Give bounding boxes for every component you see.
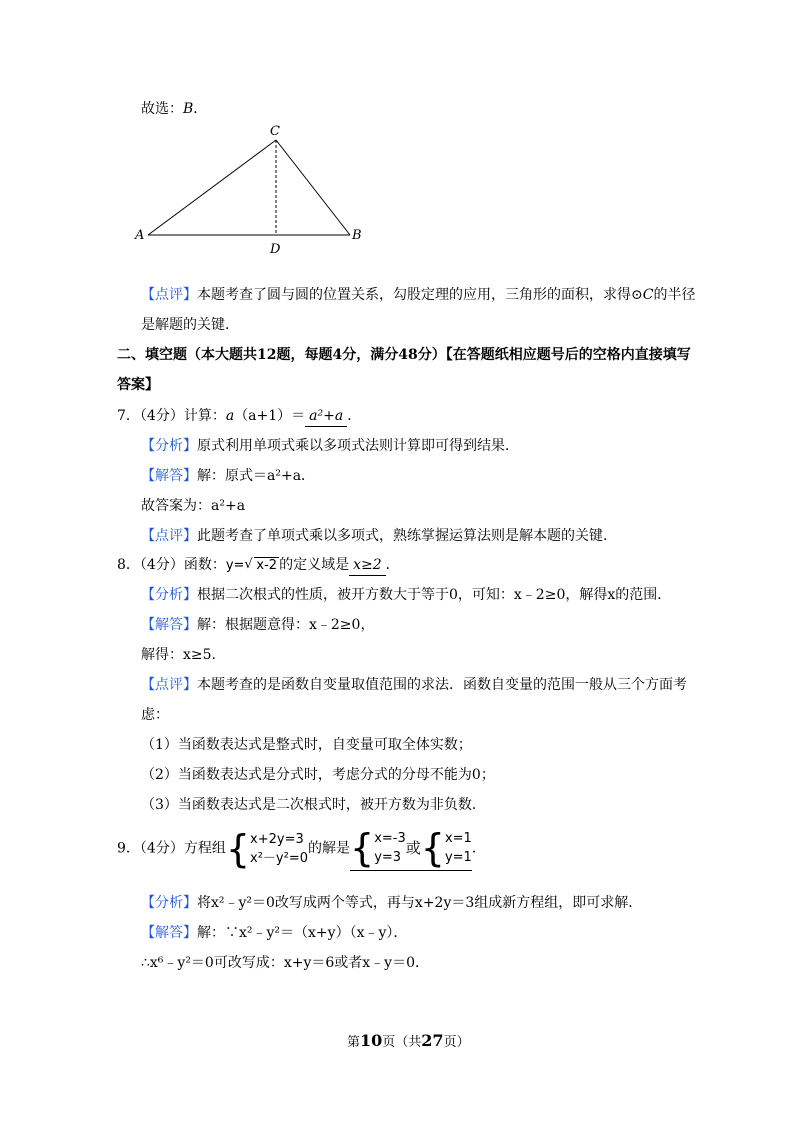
q9-solution: 【解答】解：∵x²﹣y²＝（x+y）（x﹣y）． (141, 925, 408, 941)
q8-solution2: 解得：x≥5． (141, 647, 226, 663)
q8-answer: x≥2 (349, 555, 386, 576)
section-heading: 二、填空题（本大题共12题，每题4分，满分48分）【在答题纸相应题号后的空格内直接填写 (117, 347, 691, 363)
page-number: 10 (360, 1031, 383, 1050)
q9-solution2: ∴x⁶﹣y²＝0可改写成：x+y＝6或者x﹣y＝0． (141, 955, 429, 971)
q9-question: 9．（4分）方程组{x+2y=3 x²－y²=0的解是{x=-3 y=3或{x=1 y=1． (117, 826, 486, 871)
review-prev: 【点评】本题考查了圆与圆的位置关系，勾股定理的应用，三角形的面积，求得⊙C的半径 (141, 287, 696, 303)
q7-review: 【点评】此题考查了单项式乘以多项式，熟练掌握运算法则是解本题的关键． (141, 528, 617, 544)
q8-item-2: （2）当函数表达式是分式时，考虑分式的分母不能为0； (141, 767, 495, 783)
q7-answer: a²+a (305, 406, 347, 427)
q7-final: 故答案为：a²+a (141, 498, 246, 514)
label-b: B (352, 228, 362, 243)
q8-solution: 【解答】解：根据题意得：x﹣2≥0， (141, 617, 375, 633)
label-c: C (270, 124, 280, 139)
q9-answer: {x=-3 y=3或{x=1 y=1 (350, 826, 472, 870)
q8-review2: 虑： (141, 707, 169, 723)
triangle-figure (130, 118, 370, 258)
label-d: D (270, 242, 281, 257)
page-footer: 第10页（共27页） (347, 1031, 470, 1050)
prev-answer: 故选：B． (141, 101, 208, 117)
q8-question: 8．（4分）函数：y= √ x-2 的定义域是 x≥2 ． (117, 555, 400, 576)
q7-analysis: 【分析】原式利用单项式乘以多项式法则计算即可得到结果． (141, 438, 519, 454)
side-cb (276, 140, 350, 235)
q9-system: x+2y=3 x²－y²=0 (250, 831, 308, 866)
q9-analysis: 【分析】将x²﹣y²＝0改写成两个等式，再与x+2y＝3组成新方程组，即可求解． (141, 895, 643, 911)
q8-item-3: （3）当函数表达式是二次根式时，被开方数为非负数． (141, 797, 486, 813)
q7-solution: 【解答】解：原式＝a²+a． (141, 468, 316, 484)
side-ac (148, 140, 276, 235)
q8-item-1: （1）当函数表达式是整式时，自变量可取全体实数； (141, 737, 472, 753)
review-prev-line2: 是解题的关键． (141, 317, 239, 333)
q8-review: 【点评】本题考查的是函数自变量取值范围的求法．函数自变量的范围一般从三个方面考 (141, 677, 687, 693)
section-heading-line2: 答案】 (117, 377, 159, 393)
total-pages: 27 (421, 1031, 444, 1050)
q8-analysis: 【分析】根据二次根式的性质，被开方数大于等于0，可知：x﹣2≥0，解得x的范围． (141, 587, 672, 603)
label-a: A (135, 228, 145, 243)
q7-question: 7．（4分）计算：a（a+1）＝ a²+a ． (117, 406, 361, 427)
sqrt-expression: √ x-2 (244, 557, 278, 573)
